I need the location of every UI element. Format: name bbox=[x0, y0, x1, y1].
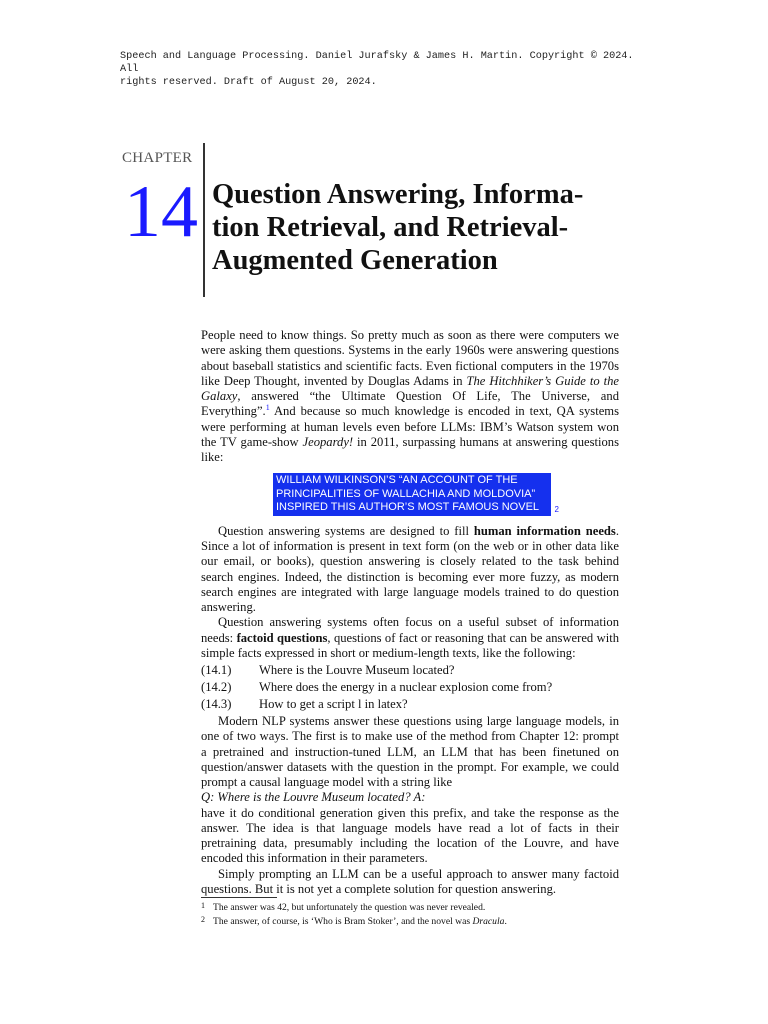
title-line-2: tion Retrieval, and Retrieval- bbox=[212, 212, 569, 243]
example-text: How to get a script l in latex? bbox=[259, 697, 408, 711]
paragraph-conditional: have it do conditional generation given this prefix, and take the response as the answer. The idea is that language models have read a lot of facts in their pretraining data, presumably including the location of the Louvre, and have encoded this information in their parameters. bbox=[201, 805, 619, 866]
example-item bbox=[201, 696, 619, 713]
novel-title: Dracula bbox=[472, 916, 505, 927]
footnote-divider bbox=[201, 897, 277, 898]
footnote-number: 2 bbox=[201, 915, 205, 924]
header-line-2: rights reserved. Draft of August 20, 2024. bbox=[120, 77, 377, 88]
chapter-title bbox=[212, 178, 622, 277]
factoid-text-1: Question answering systems often focus on a useful subset of information needs: bbox=[201, 615, 619, 645]
example-number: (14.3) bbox=[201, 697, 232, 711]
example-item bbox=[201, 662, 619, 679]
footnote-text-post: . bbox=[504, 916, 507, 927]
body-text bbox=[201, 328, 619, 897]
example-number: (14.1) bbox=[201, 663, 232, 677]
prompt-example: Q: Where is the Louvre Museum located? A: bbox=[201, 790, 426, 805]
footnote-2 bbox=[201, 915, 621, 929]
paragraph-prompting: Simply prompting an LLM can be a useful approach to answer many factoid questions. But it is not yet a complete solution for question answering. bbox=[201, 866, 619, 896]
intro-text-3: And because so much knowledge is encoded in text, QA systems were performing at human levels even before LLMs: IBM’s Watson system won the TV game-show bbox=[201, 404, 619, 449]
factoid-text-2: , questions of fact or reasoning that can be answered with simple facts expressed in short or medium-length texts, like the following: bbox=[201, 630, 619, 660]
footnotes bbox=[201, 901, 621, 929]
paragraph-factoid bbox=[201, 615, 619, 661]
chapter-label: CHAPTER bbox=[122, 150, 193, 166]
jeopardy-clue: WILLIAM WILKINSON’S “AN ACCOUNT OF THE PRINCIPALITIES OF WALLACHIA AND MOLDOVIA” INSPIRED THIS AUTHOR’S MOST FAMOUS NOVEL 2 bbox=[273, 473, 551, 516]
title-line-3: Augmented Generation bbox=[212, 245, 498, 276]
copyright-header bbox=[120, 50, 640, 89]
footnote-1 bbox=[201, 901, 621, 915]
book-title: The Hitchhiker’s Guide to the Galaxy bbox=[201, 373, 619, 403]
intro-text-2: , answered “the Ultimate Question Of Life, The Universe, and Everything”. bbox=[201, 389, 619, 419]
example-item bbox=[201, 679, 619, 696]
chapter-number: 14 bbox=[124, 171, 198, 253]
paragraph-info-needs bbox=[201, 524, 619, 616]
info-needs-text-2: . Since a lot of information is present in text form (on the web or in other data like our email, or books), question answering is closely related to the task behind search engines. Indeed, the distinction is becoming ever more fuzzy, as modern search engines are integrated with large language models trained to do question answering. bbox=[201, 523, 619, 614]
intro-text-4: in 2011, surpassing humans at answering questions like: bbox=[201, 434, 619, 464]
example-text: Where is the Louvre Museum located? bbox=[259, 663, 455, 677]
header-line-1: Speech and Language Processing. Daniel Jurafsky & James H. Martin. Copyright © 2024. All bbox=[120, 51, 634, 75]
show-title: Jeopardy! bbox=[302, 434, 354, 449]
title-line-1: Question Answering, Informa- bbox=[212, 179, 584, 210]
example-list bbox=[201, 662, 619, 713]
info-needs-text-1: Question answering systems are designed to fill bbox=[218, 523, 474, 538]
example-number: (14.2) bbox=[201, 680, 232, 694]
footnote-number: 1 bbox=[201, 901, 205, 910]
jeopardy-line-3: INSPIRED THIS AUTHOR’S MOST FAMOUS NOVEL bbox=[276, 501, 540, 514]
footnote-text: The answer was 42, but unfortunately the question was never revealed. bbox=[213, 902, 486, 913]
paragraph-modern-nlp: Modern NLP systems answer these questions using large language models, in one of two ways. The first is to make use of the method from Chapter 12: prompt a pretrained and instruction-tuned LLM, an LLM that has been finetuned on question/answer datasets with the question in the prompt. For example, we could prompt a causal language model with a string like bbox=[201, 714, 619, 789]
term-human-information-needs: human information needs bbox=[473, 523, 616, 538]
footnote-ref-1[interactable]: 1 bbox=[265, 403, 270, 413]
jeopardy-line-2: PRINCIPALITIES OF WALLACHIA AND MOLDOVIA” bbox=[276, 487, 536, 500]
footnote-text-pre: The answer, of course, is ‘Who is Bram Stoker’, and the novel was bbox=[213, 916, 473, 927]
chapter-divider bbox=[203, 143, 205, 297]
paragraph-intro bbox=[201, 328, 619, 465]
term-factoid-questions: factoid questions bbox=[236, 630, 328, 645]
example-text: Where does the energy in a nuclear explosion come from? bbox=[259, 680, 553, 694]
intro-text-1: People need to know things. So pretty much as soon as there were computers we were asking them questions. Systems in the early 1960s were answering questions about baseball statistics and scientific facts. Even fictional computers in the 1970s like Deep Thought, invented by Douglas Adams in bbox=[201, 328, 619, 388]
footnote-text bbox=[213, 915, 507, 929]
jeopardy-line-1: WILLIAM WILKINSON’S “AN ACCOUNT OF THE bbox=[276, 474, 518, 487]
